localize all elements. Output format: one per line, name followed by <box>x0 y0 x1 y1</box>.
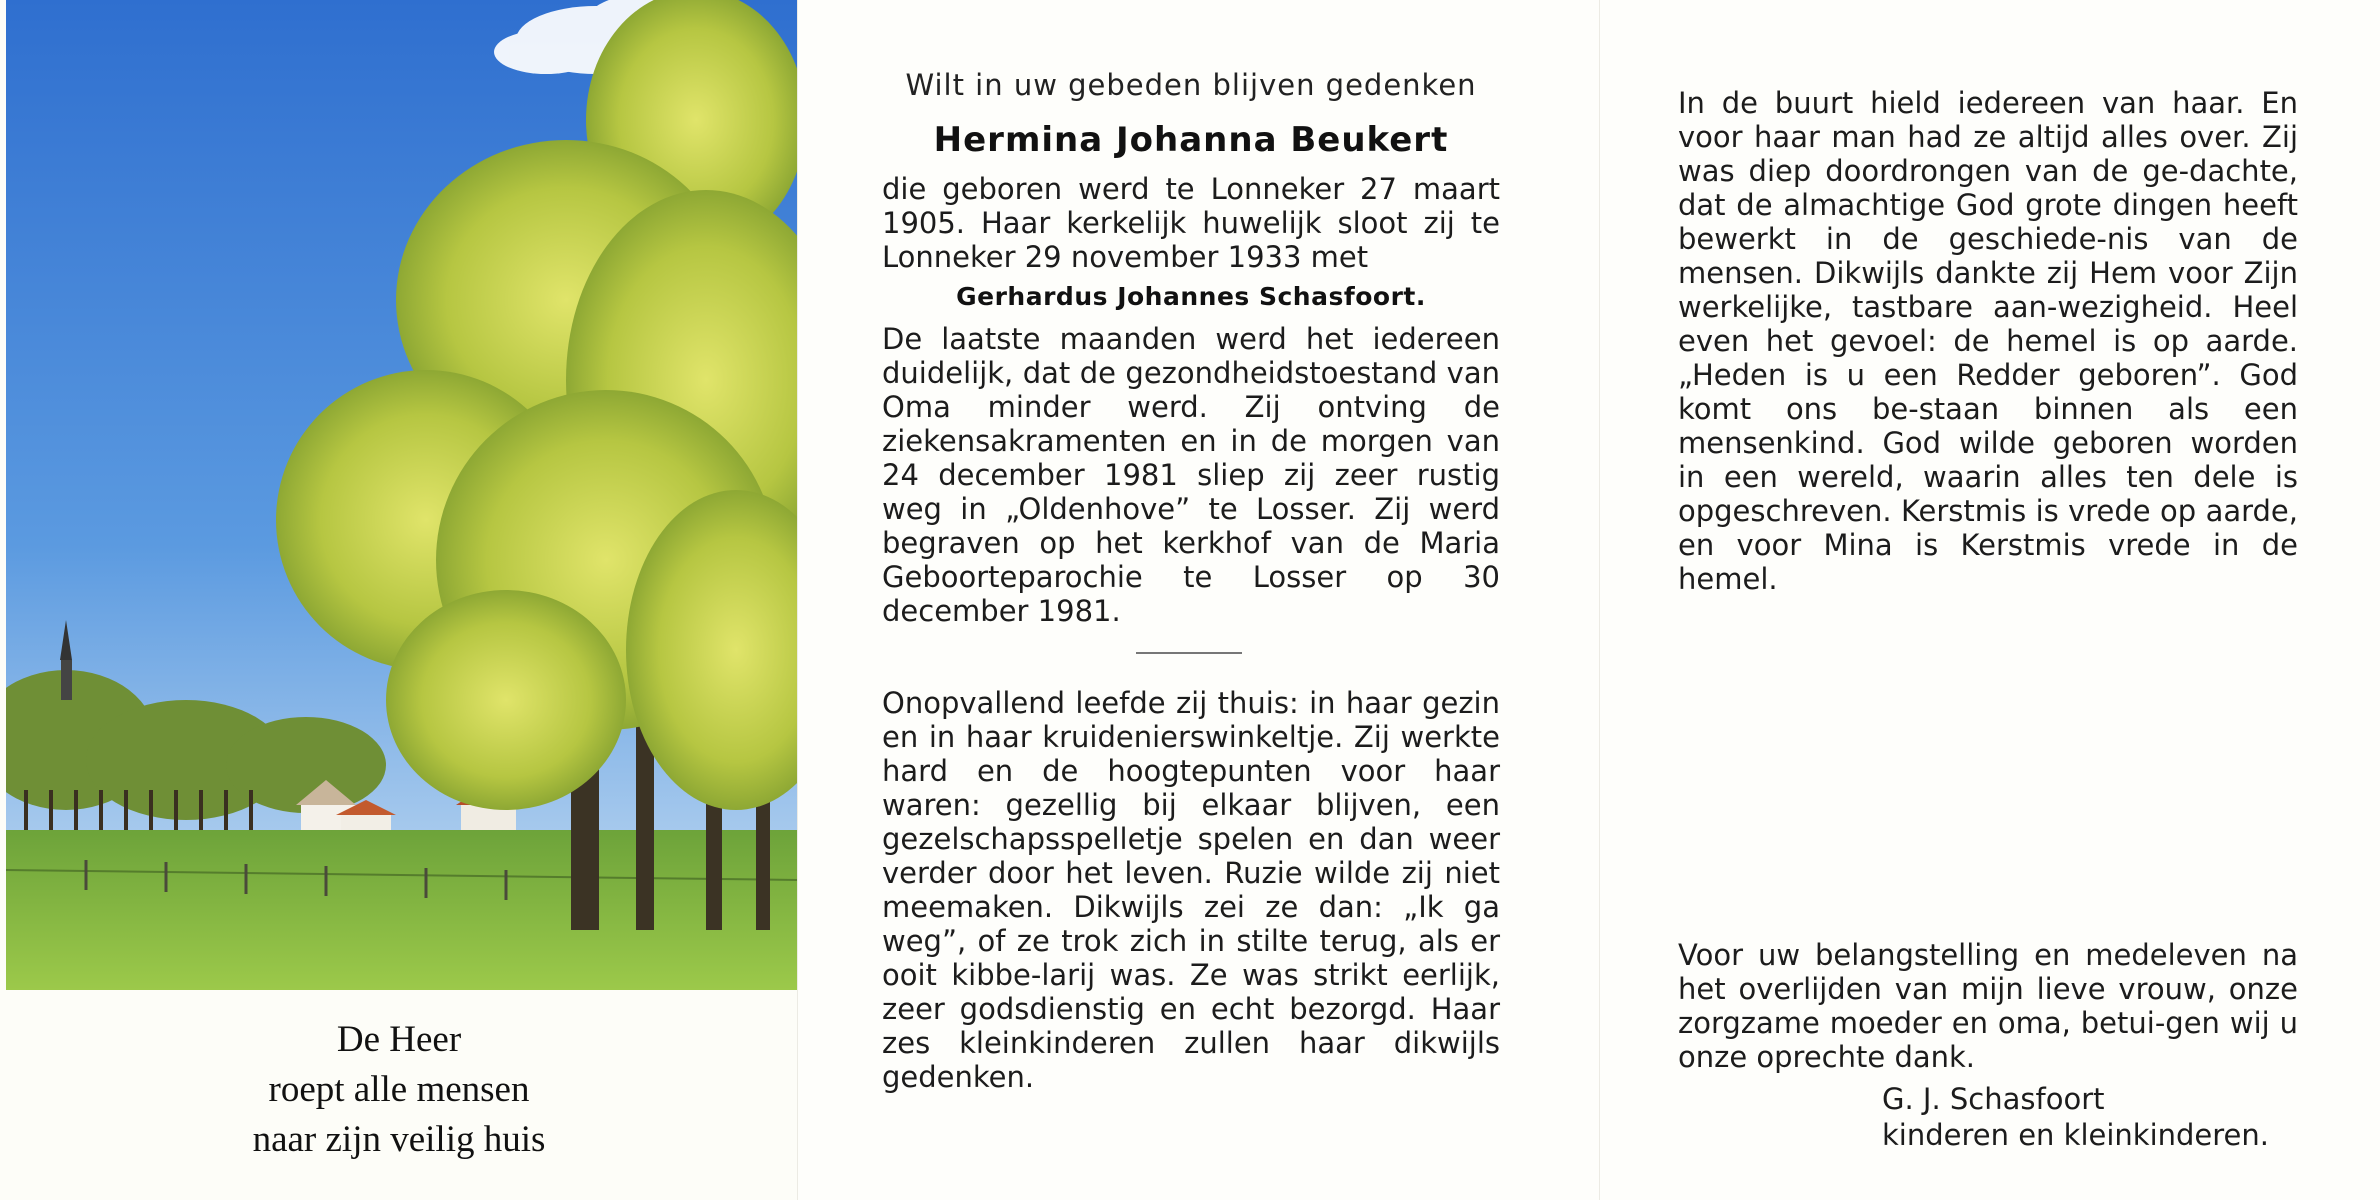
death-text: De laatste maanden werd het iedereen duidelijk, dat de gezondheidstoestand van Oma minder werd. Zij ontving de ziekensakramenten en in de morgen van 24 december 1981 sliep zij zeer rustig weg in „Oldenhove” te Losser. Zij werd begraven op het kerkhof van de Maria Geboorteparochie te Losser op 30 december 1981. <box>882 322 1500 628</box>
caption-line: De Heer <box>336 1019 462 1060</box>
biography-panel <box>798 0 1600 1200</box>
verse-caption <box>0 1015 798 1165</box>
spouse-name: Gerhardus Johannes Schasfoort. <box>956 282 1426 311</box>
photo-panel <box>0 0 798 1200</box>
caption-line: roept alle mensen <box>268 1069 530 1110</box>
faith-text: In de buurt hield iedereen van haar. En voor haar man had ze altijd alles over. Zij was diep doordrongen van de ge-dachte, dat de almachtige God grote dingen heeft bewerkt in de geschiede-nis van de mensen. Dikwijls dankte zij Hem voor Zijn werkelijke, tastbare aan-wezigheid. Heel even het gevoel: de hemel is op aarde. „Heden is u een Redder geboren”. God komt ons be-staan binnen als een mensenkind. God wilde geboren worden in een wereld, waarin alles ten dele is opgeschreven. Kerstmis is vrede op aarde, en voor Mina is Kerstmis vrede in de hemel. <box>1678 86 2298 596</box>
reflection-panel <box>1600 0 2380 1200</box>
deceased-name: Hermina Johanna Beukert <box>933 120 1449 160</box>
thanks-text: Voor uw belangstelling en medeleven na het overlijden van mijn lieve vrouw, onze zorgzame moeder en oma, betui-gen wij u onze oprechte dank. <box>1678 938 2298 1074</box>
caption-line: naar zijn veilig huis <box>252 1119 546 1160</box>
signature-name: G. J. Schasfoort <box>1882 1082 2105 1116</box>
signature-family: kinderen en kleinkinderen. <box>1882 1118 2269 1152</box>
birth-marriage-text: die geboren werd te Lonneker 27 maart 1905. Haar kerkelijk huwelijk sloot zij te Lonneker 29 november 1933 met <box>882 172 1500 274</box>
landscape-photo <box>6 0 798 990</box>
intro-line: Wilt in uw gebeden blijven gedenken <box>905 68 1477 102</box>
divider <box>1136 652 1242 654</box>
life-text: Onopvallend leefde zij thuis: in haar gezin en in haar kruidenierswinkeltje. Zij werkte hard en de hoogtepunten voor haar waren: gezellig bij elkaar blijven, een gezelschapsspelletje spelen en dan weer verder door het leven. Ruzie wilde zij niet meemaken. Dikwijls zei ze dan: „Ik ga weg”, of ze trok zich in stilte terug, als er ooit kibbe-larij was. Ze was strikt eerlijk, zeer godsdienstig en echt bezorgd. Haar zes kleinkinderen zullen haar dikwijls gedenken. <box>882 686 1500 1094</box>
